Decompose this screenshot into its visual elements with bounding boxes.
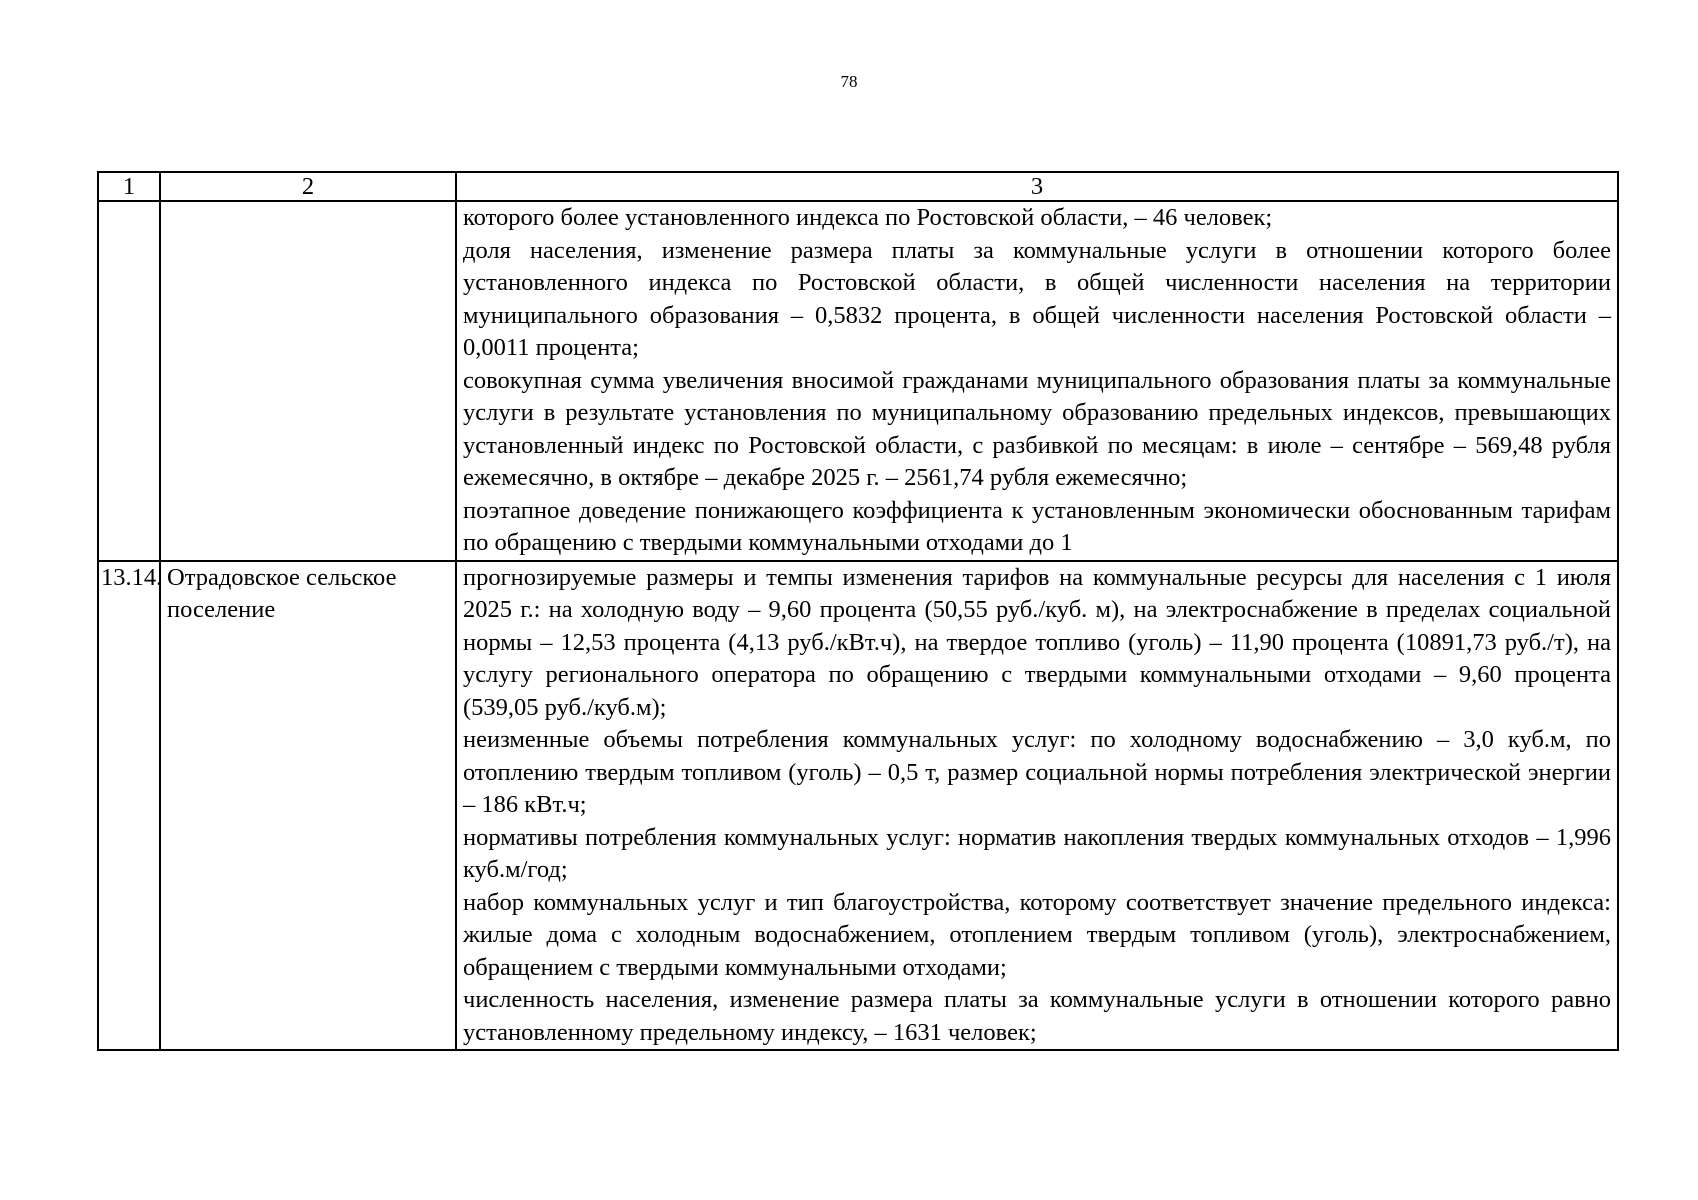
description-paragraph: неизменные объемы потребления коммунальных услуг: по холодному водоснабжению – 3,0 куб.м, по отоплению твердым топливом (уголь) – 0,5 т, размер социальной нормы потребления электрической энергии – 186 кВт.ч; [463,726,1611,818]
municipality-name-cell [160,201,456,561]
table-row [98,561,1618,1051]
row-number-cell [98,201,160,561]
description-paragraph: прогнозируемые размеры и темпы изменения тарифов на коммунальные ресурсы для населения с 1 июля 2025 г.: на холодную воду – 9,60 процента (50,55 руб./куб. м), на электроснабжение в пределах социальной нормы – 12,53 процента (4,13 руб./кВт.ч), на твердое топливо (уголь) – 11,90 процента (10891,73 руб./т), на услугу регионального оператора по обращению с твердыми коммунальными отходами – 9,60 процента (539,05 руб./куб.м); [463,563,1611,721]
header-cell-3: 3 [456,172,1618,201]
description-paragraph: которого более установленного индекса по Ростовской области, – 46 человек; [463,204,1273,231]
row-number-cell: 13.14. [98,561,160,1051]
description-cell [456,201,1618,561]
header-cell-1: 1 [98,172,160,201]
page-number: 78 [840,72,858,91]
description-paragraph: нормативы потребления коммунальных услуг: норматив накопления твердых коммунальных отходов – 1,996 куб.м/год; [463,823,1611,883]
description-paragraph: набор коммунальных услуг и тип благоустройства, которому соответствует значение предельного индекса: жилые дома с холодным водоснабжением, отоплением твердым топливом (уголь), электроснабжением, обращением с твердыми коммунальными отходами; [463,888,1611,981]
description-cell [456,561,1618,1051]
header-cell-2: 2 [160,172,456,201]
description-paragraph: численность населения, изменение размера платы за коммунальные услуги в отношении которого равно установленному предельному индексу, – 1631 человек; [463,986,1611,1046]
table-row [98,201,1618,561]
tariff-table [97,171,1619,1051]
description-paragraph: совокупная сумма увеличения вносимой гражданами муниципального образования платы за коммунальные услуги в результате установления по муниципальному образованию предельных индексов, превышающих установленный индекс по Ростовской области, с разбивкой по месяцам: в июле – сентябре – 569,48 рубля ежемесячно, в октябре – декабре 2025 г. – 2561,74 рубля ежемесячно; [463,366,1611,491]
description-paragraph: доля населения, изменение размера платы за коммунальные услуги в отношении которого более установленного индекса по Ростовской области, в общей численности населения на территории муниципального образования – 0,5832 процента, в общей численности населения Ростовской области – 0,0011 процента; [463,236,1611,361]
table-header-row [98,172,1618,201]
description-paragraph: поэтапное доведение понижающего коэффициента к установленным экономически обоснованным тарифам по обращению с твердыми коммунальными отходами до 1 [463,496,1611,556]
municipality-name-cell: Отрадовское сельское поселение [160,561,456,1051]
